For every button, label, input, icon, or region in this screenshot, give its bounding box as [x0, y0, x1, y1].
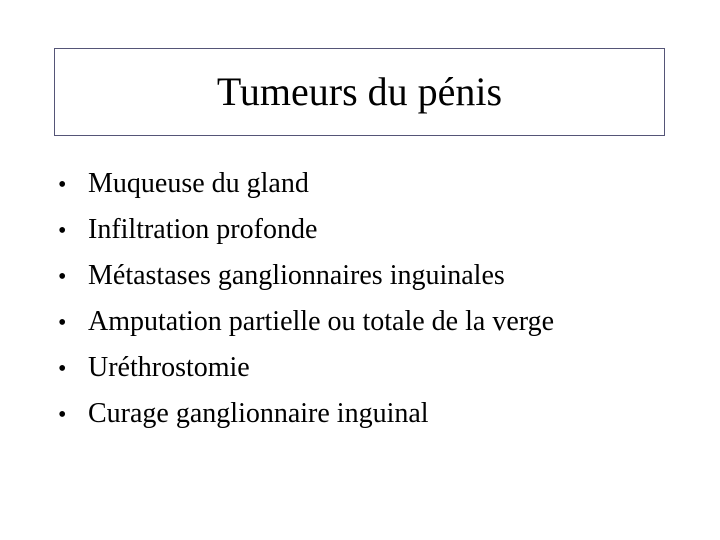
- bullet-item: [58, 253, 698, 299]
- bullet-item: [58, 299, 698, 345]
- slide-title-box: [54, 48, 665, 136]
- bullet-icon: •: [58, 172, 67, 198]
- bullet-text: Infiltration profonde: [88, 214, 318, 245]
- bullet-list: [58, 161, 698, 437]
- bullet-item: [58, 207, 698, 253]
- bullet-icon: •: [58, 310, 67, 336]
- bullet-text: Curage ganglionnaire inguinal: [88, 398, 429, 429]
- bullet-item: [58, 161, 698, 207]
- bullet-item: [58, 345, 698, 391]
- bullet-icon: •: [58, 356, 67, 382]
- bullet-text: Métastases ganglionnaires inguinales: [88, 260, 505, 291]
- bullet-item: [58, 391, 698, 437]
- bullet-text: Muqueuse du gland: [88, 168, 309, 199]
- slide-title: Tumeurs du pénis: [216, 69, 503, 114]
- bullet-icon: •: [58, 264, 67, 290]
- bullet-icon: •: [58, 402, 67, 428]
- bullet-icon: •: [58, 218, 67, 244]
- bullet-text: Uréthrostomie: [88, 352, 250, 383]
- bullet-text: Amputation partielle ou totale de la verge: [88, 306, 554, 337]
